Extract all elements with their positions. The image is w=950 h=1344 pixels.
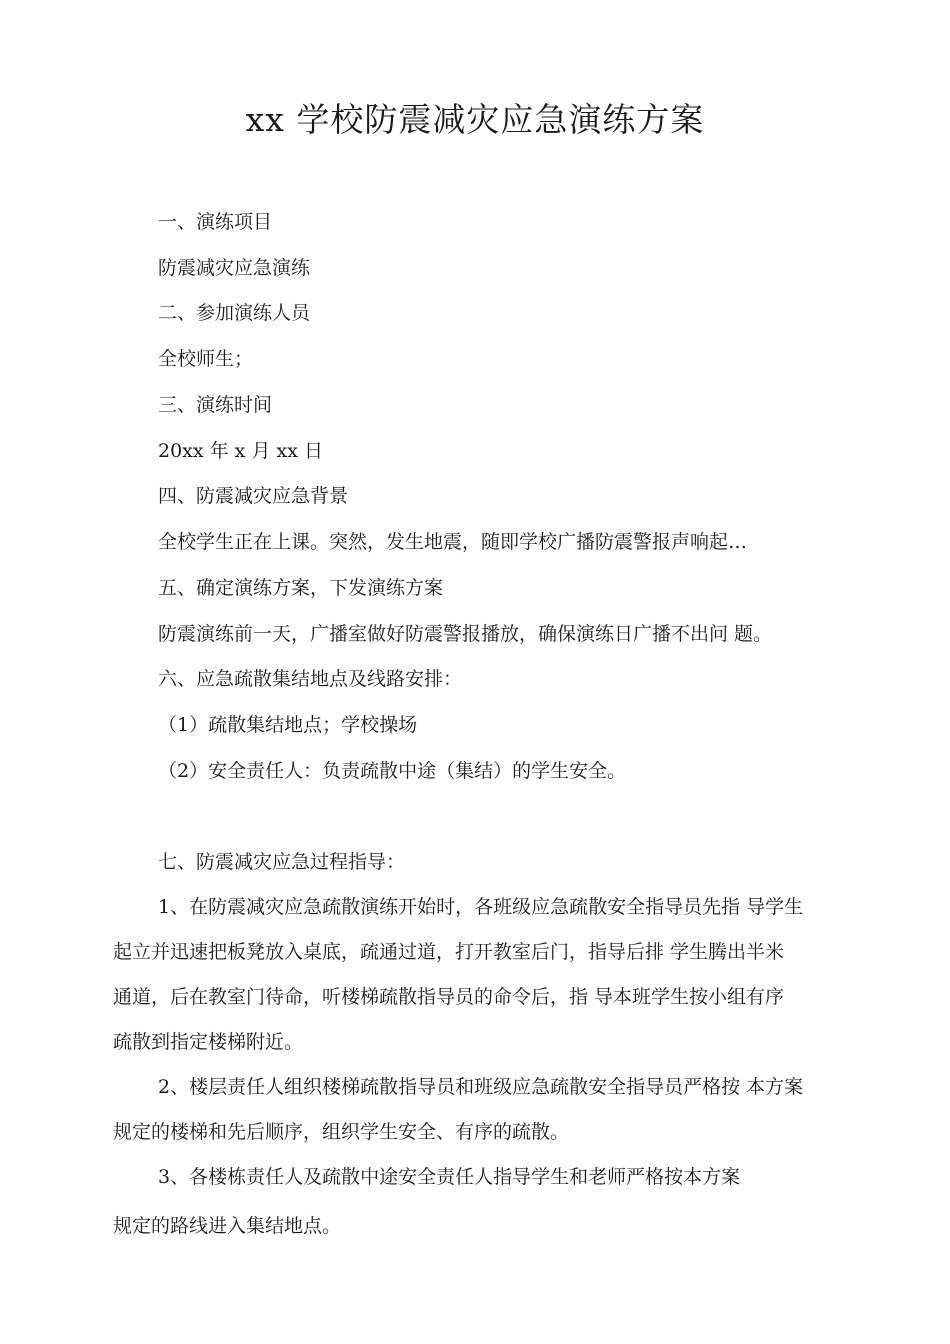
document-title: xx 学校防震减灾应急演练方案 (245, 100, 705, 139)
paragraph-1-line-2: 起立并迅速把板凳放入桌底，疏通过道，打开教室后门，指导后排 学生腾出半米 (113, 941, 785, 963)
section-heading-5: 五、确定演练方案，下发演练方案 (158, 577, 444, 599)
list-item-2: （2）安全责任人：负责疏散中途（集结）的学生安全。 (158, 760, 627, 782)
paragraph-2-line-2: 规定的楼梯和先后顺序，组织学生安全、有序的疏散。 (113, 1121, 570, 1143)
paragraph-2-line-1: 2、楼层责任人组织楼梯疏散指导员和班级应急疏散安全指导员严格按 本方案 (158, 1076, 804, 1098)
paragraph-3-line-1: 3、各楼栋责任人及疏散中途安全责任人指导学生和老师严格按本方案 (158, 1166, 741, 1188)
paragraph-3-line-2: 规定的路线进入集结地点。 (113, 1215, 342, 1237)
section-heading-2: 二、参加演练人员 (158, 302, 311, 324)
paragraph-1-line-4: 疏散到指定楼梯附近。 (113, 1031, 304, 1053)
section-body-4: 全校学生正在上课。突然，发生地震，随即学校广播防震警报声响起… (158, 531, 748, 553)
section-body-5: 防震演练前一天，广播室做好防震警报播放，确保演练日广播不出问 题。 (158, 623, 773, 645)
section-body-1: 防震减灾应急演练 (158, 257, 311, 279)
section-heading-1: 一、演练项目 (158, 211, 273, 233)
section-body-3: 20xx 年 x 月 xx 日 (158, 440, 323, 462)
section-body-2: 全校师生； (158, 348, 254, 370)
section-heading-6: 六、应急疏散集结地点及线路安排： (158, 668, 463, 690)
list-item-1: （1）疏散集结地点；学校操场 (158, 714, 418, 736)
paragraph-1-line-1: 1、在防震减灾应急疏散演练开始时，各班级应急疏散安全指导员先指 导学生 (158, 896, 804, 918)
paragraph-1-line-3: 通道，后在教室门待命，听楼梯疏散指导员的命令后，指 导本班学生按小组有序 (113, 986, 785, 1008)
section-heading-4: 四、防震减灾应急背景 (158, 485, 349, 507)
section-heading-7: 七、防震减灾应急过程指导： (158, 851, 406, 873)
section-heading-3: 三、演练时间 (158, 394, 273, 416)
